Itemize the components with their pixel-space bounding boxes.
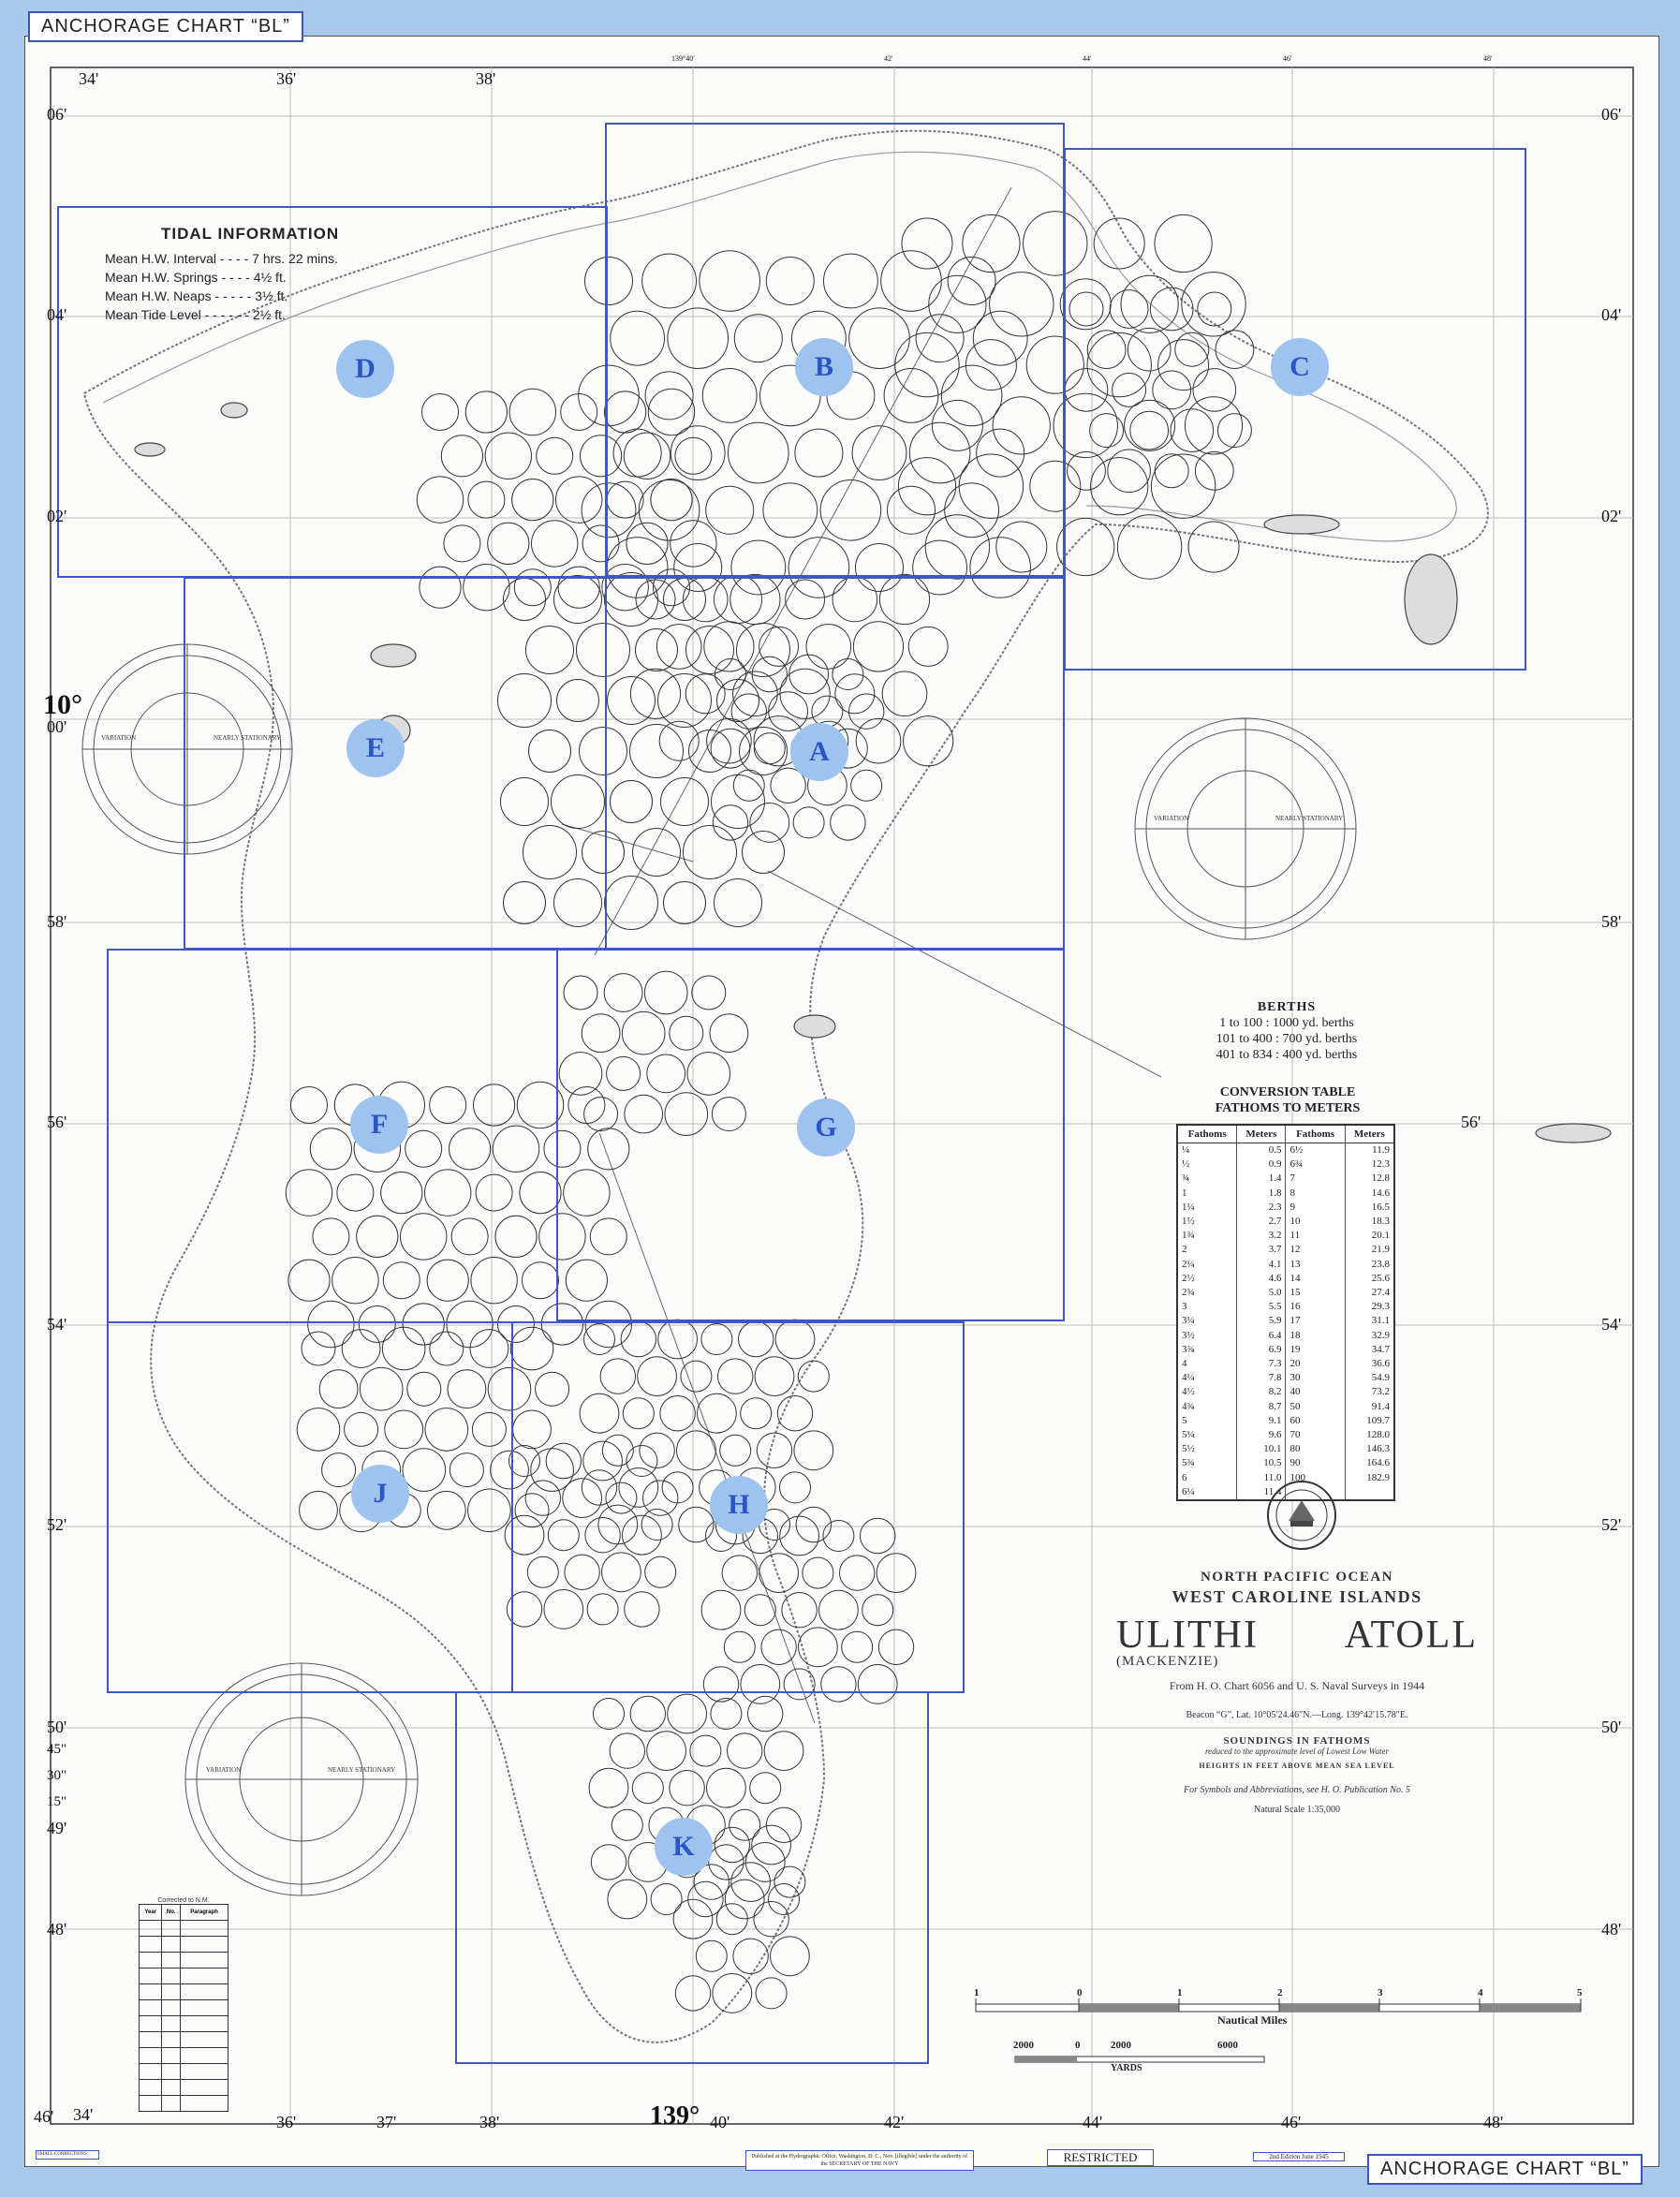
zone-badge-h[interactable]: H	[710, 1476, 768, 1534]
conversion-cell: 12.3	[1371, 1158, 1390, 1171]
title-name-left: ULITHI	[1116, 1614, 1259, 1657]
lat-left-49: 49'	[47, 1819, 67, 1837]
conversion-cell: 6¾	[1286, 1157, 1345, 1172]
title-beacon: Beacon “G”, Lat. 10°05′24.46″N.—Long. 139°42′15.78″E.	[1186, 1710, 1408, 1720]
title-name-right: ATOLL	[1344, 1614, 1478, 1657]
edition-note: 2nd Edition June 1945	[1253, 2152, 1345, 2161]
conversion-row	[1177, 1442, 1394, 1456]
conversion-cell: 8	[1286, 1187, 1345, 1201]
conversion-cell: 11.4	[1237, 1485, 1286, 1500]
lat-left-48: 48'	[47, 1920, 67, 1939]
lat-left-30s: 30"	[47, 1768, 67, 1783]
conversion-title	[1161, 1084, 1414, 1116]
conv-header: Fathoms	[1177, 1125, 1237, 1143]
lon-bottom-48: 48'	[1483, 2113, 1504, 2131]
chart-label-bottom: ANCHORAGE CHART “BL”	[1367, 2154, 1643, 2185]
conversion-cell: 6½	[1286, 1143, 1345, 1158]
conversion-cell: 7	[1286, 1172, 1345, 1186]
title-ocean: NORTH PACIFIC OCEAN	[1200, 1570, 1394, 1585]
conversion-row	[1177, 1371, 1394, 1385]
conversion-cell: 2½	[1177, 1272, 1237, 1286]
conversion-cell: 10	[1286, 1215, 1345, 1229]
conversion-row	[1177, 1343, 1394, 1357]
conversion-cell: 11.9	[1372, 1144, 1390, 1156]
conversion-table	[1176, 1124, 1395, 1501]
berths-row: 401 to 834 : 400 yd. berths	[1216, 1048, 1358, 1062]
tidal-row: Mean Tide Level - - - - - - 2½ ft.	[105, 307, 286, 322]
zone-badge-f[interactable]: F	[350, 1096, 408, 1154]
chart-title-block	[1105, 1570, 1489, 1815]
conversion-cell: 8.2	[1237, 1385, 1286, 1399]
conversion-cell: 70	[1286, 1428, 1345, 1442]
lat-left-54: 54'	[47, 1315, 67, 1334]
lat-right-54: 54'	[1601, 1315, 1622, 1334]
lat-left-56: 56'	[47, 1113, 67, 1131]
corrections-header: Paragraph	[181, 1905, 228, 1921]
nm-tick: 0	[1077, 1987, 1083, 1998]
conversion-row	[1177, 1414, 1394, 1428]
conversion-cell: 14.6	[1371, 1187, 1390, 1199]
corrections-table	[139, 1897, 228, 2112]
conversion-cell: 1.4	[1237, 1172, 1286, 1186]
conversion-cell: 9	[1286, 1201, 1345, 1215]
conversion-cell: 19	[1286, 1343, 1345, 1357]
conversion-cell: 21.9	[1371, 1244, 1390, 1256]
title-islands: WEST CAROLINE ISLANDS	[1172, 1587, 1422, 1606]
tidal-title: TIDAL INFORMATION	[161, 225, 340, 243]
lat-left-58: 58'	[47, 912, 67, 931]
conversion-cell: 14	[1286, 1272, 1345, 1286]
corrections-header: Year	[140, 1905, 162, 1921]
yd-tick: 0	[1075, 2040, 1081, 2051]
conversion-cell: 4	[1177, 1357, 1237, 1371]
lat-left-02: 02'	[47, 507, 67, 525]
conversion-cell: 25.6	[1371, 1272, 1390, 1284]
lat-left-10deg: 10°	[43, 689, 82, 720]
conversion-cell: 128.0	[1366, 1429, 1390, 1441]
conv-header: Meters	[1237, 1125, 1286, 1143]
conversion-cell: 73.2	[1371, 1386, 1390, 1398]
berths-legend	[1182, 1000, 1392, 1063]
chart-label-top: ANCHORAGE CHART “BL”	[28, 11, 303, 42]
conversion-title-2: FATHOMS TO METERS	[1215, 1101, 1361, 1115]
conversion-row	[1177, 1201, 1394, 1215]
conversion-cell: 3¾	[1177, 1343, 1237, 1357]
lon-bottom-44: 44'	[1083, 2113, 1103, 2131]
tidal-row: Mean H.W. Springs - - - - 4½ ft.	[105, 270, 287, 285]
conversion-cell: ¾	[1177, 1172, 1237, 1186]
conversion-cell: 6.9	[1237, 1343, 1286, 1357]
conversion-cell: ½	[1177, 1157, 1237, 1172]
tidal-row: Mean H.W. Interval - - - - 7 hrs. 22 mins.	[105, 251, 338, 266]
compass-rose-east	[1135, 718, 1356, 939]
corrections-header: No.	[162, 1905, 181, 1921]
conversion-row	[1177, 1187, 1394, 1201]
publisher-note: Published at the Hydrographic Office, Washington, D. C., Nov. [illegible] under the authority of the SECRETARY OF THE NAVY	[745, 2150, 974, 2171]
lon-top-36: 36'	[276, 69, 297, 88]
lon-top-48: 48'	[1483, 54, 1493, 63]
lat-left-45s: 45"	[47, 1742, 67, 1757]
lat-right-48: 48'	[1601, 1920, 1622, 1939]
nm-tick: 1	[1177, 1987, 1183, 1998]
compass-east-stationary: NEARLY STATIONARY	[1275, 815, 1344, 822]
conversion-cell: 5½	[1177, 1442, 1237, 1456]
compass-west-stationary: NEARLY STATIONARY	[214, 734, 282, 742]
compass-east-variation: VARIATION	[1154, 815, 1189, 822]
conversion-cell: 1½	[1177, 1215, 1237, 1229]
lon-bottom-139: 139°	[650, 2101, 700, 2131]
conversion-cell: 31.1	[1371, 1315, 1390, 1327]
conversion-cell: 8.7	[1237, 1400, 1286, 1414]
restricted-stamp: RESTRICTED	[1047, 2149, 1154, 2166]
conversion-cell: 16	[1286, 1300, 1345, 1314]
zone-outline-j[interactable]	[107, 1321, 513, 1693]
lon-top-34: 34'	[79, 69, 99, 88]
lat-right-50: 50'	[1601, 1718, 1622, 1736]
conversion-cell: 54.9	[1371, 1372, 1390, 1384]
conversion-cell: 3¼	[1177, 1314, 1237, 1328]
berths-row: 1 to 100 : 1000 yd. berths	[1219, 1016, 1354, 1030]
title-scale: Natural Scale 1:35,000	[1254, 1805, 1340, 1815]
zone-badge-d[interactable]: D	[336, 340, 394, 398]
lat-right-56: 56'	[1461, 1113, 1481, 1131]
zone-badge-a[interactable]: A	[790, 723, 848, 781]
lat-left-00: 00'	[47, 717, 67, 736]
conversion-row	[1177, 1157, 1394, 1172]
conversion-cell: 6	[1177, 1471, 1237, 1485]
conversion-cell: 1	[1177, 1187, 1237, 1201]
title-heights: HEIGHTS IN FEET ABOVE MEAN SEA LEVEL	[1199, 1762, 1395, 1770]
conversion-cell: 11.0	[1237, 1471, 1286, 1485]
conversion-cell: 3.2	[1237, 1229, 1286, 1243]
yd-label: YARDS	[1111, 2063, 1142, 2073]
conversion-cell: ¼	[1177, 1143, 1237, 1158]
lat-left-46: 46'	[34, 2107, 54, 2126]
conversion-cell: 36.6	[1371, 1358, 1390, 1370]
lon-top-40: 139°40'	[671, 54, 695, 63]
lon-bottom-40: 40'	[710, 2113, 730, 2131]
berths-title: BERTHS	[1257, 1000, 1317, 1014]
lon-bottom-37: 37'	[376, 2113, 397, 2131]
lat-left-50: 50'	[47, 1718, 67, 1736]
zone-outline-c[interactable]	[1064, 148, 1526, 671]
conversion-row	[1177, 1258, 1394, 1272]
lon-top-42: 42'	[884, 54, 893, 63]
conversion-cell: 29.3	[1371, 1301, 1390, 1313]
title-reduced: reduced to the approximate level of Lowest Low Water	[1205, 1747, 1389, 1756]
conversion-cell: 9.6	[1237, 1428, 1286, 1442]
conversion-cell: 91.4	[1371, 1400, 1390, 1412]
lon-top-44: 44'	[1083, 54, 1092, 63]
lat-right-52: 52'	[1601, 1515, 1622, 1534]
conversion-row	[1177, 1215, 1394, 1229]
lon-bottom-38: 38'	[479, 2113, 500, 2131]
conversion-cell: 40	[1286, 1385, 1345, 1399]
hydrographic-office-seal	[1264, 1478, 1339, 1553]
title-source: From H. O. Chart 6056 and U. S. Naval Surveys in 1944	[1169, 1679, 1425, 1692]
conversion-cell: 50	[1286, 1400, 1345, 1414]
conversion-cell: 4½	[1177, 1385, 1237, 1399]
lat-left-52: 52'	[47, 1515, 67, 1534]
compass-rose-south	[185, 1663, 418, 1895]
conversion-cell: 13	[1286, 1258, 1345, 1272]
conversion-cell: 9.1	[1237, 1414, 1286, 1428]
conversion-cell: 5	[1177, 1414, 1237, 1428]
conversion-cell: 5.5	[1237, 1300, 1286, 1314]
title-alt-name: (MACKENZIE)	[1116, 1654, 1219, 1669]
lat-right-58: 58'	[1601, 912, 1622, 931]
zone-badge-g[interactable]: G	[797, 1098, 855, 1157]
conversion-row	[1177, 1243, 1394, 1257]
conversion-cell	[1345, 1485, 1394, 1500]
conversion-cell: 1.8	[1237, 1187, 1286, 1201]
conversion-row	[1177, 1172, 1394, 1186]
zone-badge-j[interactable]: J	[351, 1465, 409, 1523]
conversion-cell: 2.3	[1237, 1201, 1286, 1215]
conversion-cell: 0.5	[1237, 1143, 1286, 1158]
conversion-cell: 146.3	[1366, 1443, 1390, 1455]
lon-top-38: 38'	[476, 69, 496, 88]
nm-tick: 5	[1577, 1987, 1583, 1998]
conversion-row	[1177, 1314, 1394, 1328]
conversion-cell: 1¾	[1177, 1229, 1237, 1243]
nm-tick: 2	[1277, 1987, 1283, 1998]
conversion-row	[1177, 1272, 1394, 1286]
conversion-cell: 18	[1286, 1329, 1345, 1343]
conversion-cell: 20.1	[1371, 1230, 1390, 1242]
yd-tick: 2000	[1013, 2040, 1034, 2051]
conversion-cell: 109.7	[1366, 1414, 1390, 1426]
zone-badge-k[interactable]: K	[655, 1818, 713, 1876]
conversion-row	[1177, 1229, 1394, 1243]
conversion-cell: 60	[1286, 1414, 1345, 1428]
nm-tick: 4	[1478, 1987, 1483, 1998]
conversion-cell: 34.7	[1371, 1343, 1390, 1355]
conversion-cell: 5.0	[1237, 1286, 1286, 1300]
conversion-row	[1177, 1357, 1394, 1371]
nm-label: Nautical Miles	[1217, 2013, 1288, 2027]
lon-bottom-46: 46'	[1281, 2113, 1302, 2131]
conversion-cell: 3	[1177, 1300, 1237, 1314]
tidal-information	[105, 225, 339, 324]
conversion-cell: 11	[1286, 1229, 1345, 1243]
conversion-cell: 0.9	[1237, 1157, 1286, 1172]
conversion-cell: 1¼	[1177, 1201, 1237, 1215]
lat-right-02: 02'	[1601, 507, 1622, 525]
conversion-row	[1177, 1400, 1394, 1414]
conversion-cell: 16.5	[1371, 1201, 1390, 1213]
conversion-row	[1177, 1456, 1394, 1470]
yd-tick: 2000	[1111, 2040, 1131, 2051]
conversion-cell: 6.4	[1237, 1329, 1286, 1343]
conversion-cell: 6¼	[1177, 1485, 1237, 1500]
lat-left-06: 06'	[47, 105, 67, 124]
conversion-cell: 5¼	[1177, 1428, 1237, 1442]
conversion-cell: 3.7	[1237, 1243, 1286, 1257]
conv-header: Meters	[1345, 1125, 1394, 1143]
conversion-cell: 100	[1286, 1471, 1345, 1485]
yd-tick: 6000	[1217, 2040, 1238, 2051]
lat-right-06: 06'	[1601, 105, 1622, 124]
zone-outline-k[interactable]	[455, 1691, 929, 2064]
lat-left-15s: 15"	[47, 1794, 67, 1809]
lon-bottom-34: 34'	[73, 2105, 94, 2124]
zone-outline-f[interactable]	[107, 949, 558, 1323]
tidal-row: Mean H.W. Neaps - - - - - 3½ ft.	[105, 288, 288, 303]
conversion-row	[1177, 1143, 1394, 1158]
lat-left-04: 04'	[47, 305, 67, 324]
conv-header: Fathoms	[1286, 1125, 1345, 1143]
conversion-title-1: CONVERSION TABLE	[1219, 1085, 1356, 1099]
conversion-row	[1177, 1329, 1394, 1343]
conversion-cell: 2¼	[1177, 1258, 1237, 1272]
conversion-cell: 7.3	[1237, 1357, 1286, 1371]
berths-row: 101 to 400 : 700 yd. berths	[1216, 1032, 1358, 1046]
conversion-cell: 2	[1177, 1243, 1237, 1257]
conversion-cell: 30	[1286, 1371, 1345, 1385]
conversion-cell: 12	[1286, 1243, 1345, 1257]
conversion-row	[1177, 1385, 1394, 1399]
conversion-cell: 5.9	[1237, 1314, 1286, 1328]
conversion-cell: 90	[1286, 1456, 1345, 1470]
conversion-cell: 15	[1286, 1286, 1345, 1300]
conversion-cell: 10.1	[1237, 1442, 1286, 1456]
conversion-cell: 27.4	[1371, 1287, 1390, 1299]
conversion-cell: 32.9	[1371, 1329, 1390, 1341]
conversion-cell: 12.8	[1371, 1172, 1390, 1185]
conversion-cell: 20	[1286, 1357, 1345, 1371]
conversion-row	[1177, 1286, 1394, 1300]
conversion-cell: 23.8	[1371, 1258, 1390, 1270]
conversion-cell: 3½	[1177, 1329, 1237, 1343]
lon-top-46: 46'	[1283, 54, 1292, 63]
small-corrections-box: SMALL CORRECTIONS	[36, 2150, 99, 2160]
conversion-cell: 18.3	[1371, 1216, 1390, 1228]
conversion-cell: 4¾	[1177, 1400, 1237, 1414]
nm-tick: 3	[1378, 1987, 1383, 1998]
conversion-cell: 5¾	[1177, 1456, 1237, 1470]
conversion-cell: 2.7	[1237, 1215, 1286, 1229]
compass-south-stationary: NEARLY STATIONARY	[328, 1766, 396, 1774]
corrections-title: Corrected to N.M.	[157, 1897, 210, 1904]
lon-bottom-42: 42'	[884, 2113, 905, 2131]
conversion-cell: 182.9	[1366, 1471, 1390, 1483]
zone-badge-b[interactable]: B	[795, 338, 853, 396]
nm-tick: 1	[974, 1987, 980, 1998]
compass-west-variation: VARIATION	[101, 734, 137, 742]
lon-bottom-36: 36'	[276, 2113, 297, 2131]
title-name	[1105, 1613, 1489, 1658]
zone-badge-e[interactable]: E	[346, 719, 405, 777]
compass-south-variation: VARIATION	[206, 1766, 242, 1774]
conversion-cell: 7.8	[1237, 1371, 1286, 1385]
conversion-cell: 10.5	[1237, 1456, 1286, 1470]
title-symbols: For Symbols and Abbreviations, see H. O. Publication No. 5	[1184, 1785, 1410, 1795]
conversion-cell: 17	[1286, 1314, 1345, 1328]
conversion-cell: 4¼	[1177, 1371, 1237, 1385]
conversion-row	[1177, 1428, 1394, 1442]
conversion-row	[1177, 1300, 1394, 1314]
title-soundings: SOUNDINGS IN FATHOMS	[1223, 1735, 1371, 1747]
lat-right-04: 04'	[1601, 305, 1622, 324]
zone-badge-c[interactable]: C	[1271, 338, 1329, 396]
conversion-cell: 80	[1286, 1442, 1345, 1456]
conversion-cell: 4.1	[1237, 1258, 1286, 1272]
conversion-cell: 164.6	[1366, 1457, 1390, 1469]
conversion-cell: 4.6	[1237, 1272, 1286, 1286]
conversion-cell: 2¾	[1177, 1286, 1237, 1300]
